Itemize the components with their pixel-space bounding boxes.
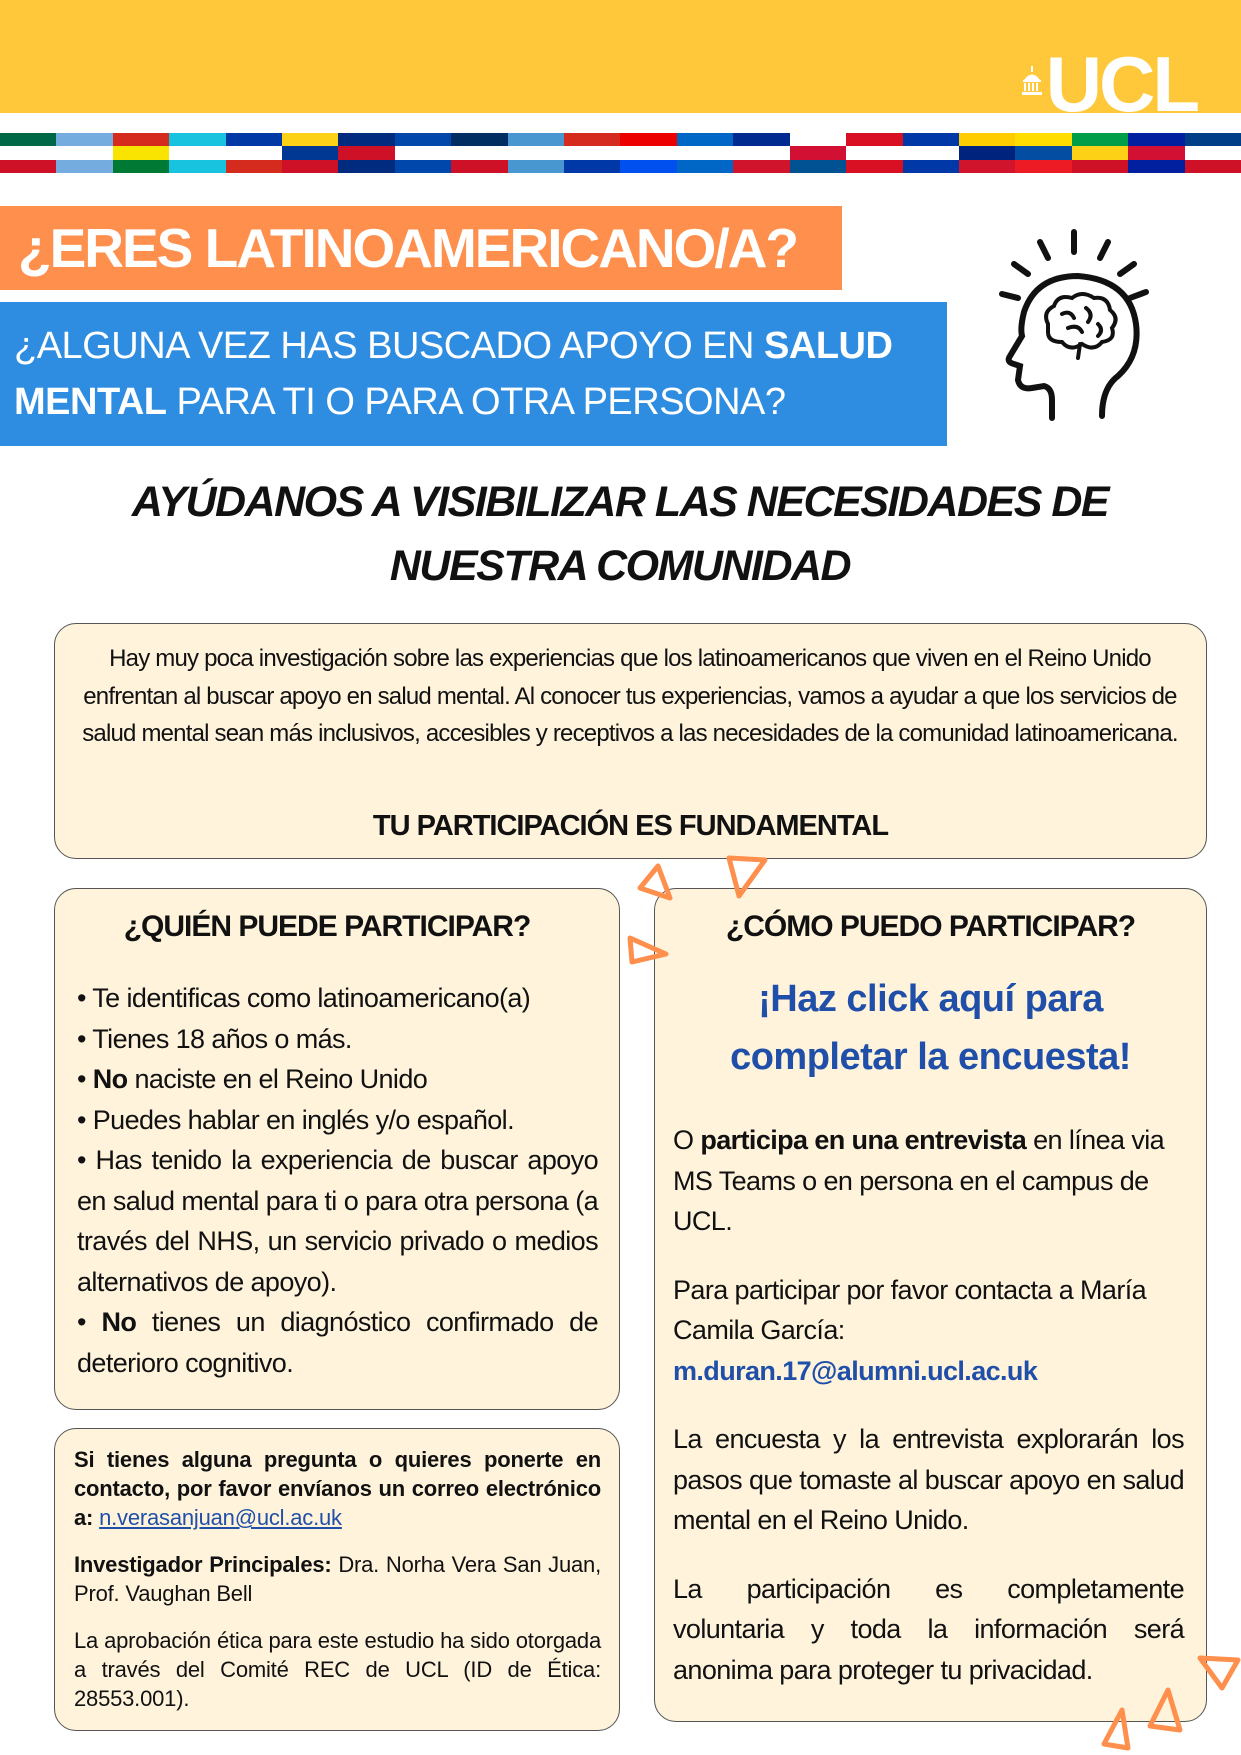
item-text: Has tenido la experiencia de buscar apoyo en salud mental para ti o para otra persona (a través del NHS, un servicio privado o medios alternativos de apoyo). (77, 1145, 598, 1297)
how-to-participate-body (673, 1120, 1184, 1718)
eligibility-item (77, 1140, 598, 1302)
flag-el-salvador (395, 133, 451, 173)
eligibility-item (77, 1059, 598, 1100)
ucl-logo (1022, 40, 1197, 128)
flag-honduras (169, 133, 225, 173)
flag-venezuela (959, 133, 1015, 173)
interview-paragraph (673, 1120, 1184, 1242)
flag-nicaragua (677, 133, 733, 173)
flag-puerto-rico (620, 133, 676, 173)
item-text: Puedes hablar en inglés y/o español. (92, 1104, 514, 1135)
item-text: tienes un diagnóstico confirmado de deterioro cognitivo. (77, 1307, 598, 1378)
bullet: • (77, 983, 93, 1013)
item-text: Te identificas como latinoamericano(a) (92, 983, 531, 1013)
flag-argentina (56, 133, 112, 173)
interview-bold: participa en una entrevista (700, 1125, 1027, 1155)
sub-question (14, 318, 914, 430)
item-text: naciste en el Reino Unido (127, 1064, 428, 1094)
ethics-approval: La aprobación ética para este estudio ha sido otorgada a través del Comité REC de UCL (ID de Ética: 28553.001). (74, 1628, 601, 1711)
contact-info (74, 1445, 601, 1731)
flag-haiti (1128, 133, 1184, 173)
flag-panama (790, 133, 846, 173)
latin-american-flags-strip (0, 133, 1241, 173)
item-text: Tienes 18 años o más. (92, 1023, 352, 1054)
interview-prefix: O (673, 1125, 701, 1155)
bullet: • (77, 1307, 102, 1337)
call-heading-line2: NUESTRA COMUNIDAD (389, 542, 851, 590)
who-can-participate-heading: ¿QUIÉN PUEDE PARTICIPAR? (123, 910, 531, 943)
eligibility-item (77, 1302, 598, 1383)
sub-question-bold: SALUD MENTAL (14, 325, 893, 423)
flag-peru (846, 133, 902, 173)
bullet: • (77, 1023, 93, 1054)
investigators-label: Investigador Principales: (74, 1552, 332, 1577)
ucl-logo-text: UCL (1045, 40, 1197, 128)
eligibility-item (77, 1100, 598, 1141)
flag-guatemala (508, 133, 564, 173)
contact-question (74, 1445, 601, 1532)
eligibility-item (77, 978, 598, 1019)
sub-question-part1: ¿ALGUNA VEZ HAS BUSCADO APOYO EN (14, 325, 765, 367)
flag-costa-rica (338, 133, 394, 173)
eligibility-item (77, 1019, 598, 1060)
decorative-triangles-bottom-icon (1100, 1650, 1241, 1755)
flag-dominican-republic (451, 133, 507, 173)
decorative-triangle-icon (725, 854, 785, 904)
item-bold: No (92, 1064, 128, 1094)
interview-text: en línea via MS Teams o en persona en el campus de UCL. (673, 1125, 1165, 1236)
flag-colombia (282, 133, 338, 173)
contact-question-text: Si tienes alguna pregunta o quieres ponerte en contacto, por favor envíanos un correo electrónico a: (74, 1447, 601, 1530)
call-heading-line1: AYÚDANOS A VISIBILIZAR LAS NECESIDADES DE (131, 478, 1109, 526)
bullet: • (77, 1064, 93, 1094)
flag-chile (226, 133, 282, 173)
flag-uruguay (903, 133, 959, 173)
voluntary-paragraph: La participación es completamente voluntaria y toda la información será anonima para proteger tu privacidad. (673, 1573, 1184, 1685)
flag-paraguay (564, 133, 620, 173)
item-bold: No (101, 1307, 137, 1337)
sub-question-part2: PARA TI O PARA OTRA PERSONA? (166, 381, 786, 423)
main-question: ¿ERES LATINOAMERICANO/A? (18, 217, 798, 279)
contact-maria-paragraph (673, 1270, 1184, 1392)
flag-ecuador (1015, 133, 1071, 173)
decorative-triangles-icon (626, 858, 706, 968)
contact-email-link[interactable]: n.verasanjuan@ucl.ac.uk (99, 1505, 342, 1530)
flag-cuba (733, 133, 789, 173)
survey-link[interactable] (654, 970, 1207, 1086)
ucl-dome-icon (1022, 66, 1042, 96)
flag-mexico (0, 133, 56, 173)
how-to-participate-heading: ¿CÓMO PUEDO PARTICIPAR? (725, 910, 1136, 943)
survey-link-line2[interactable]: completar la encuesta! (730, 1036, 1131, 1078)
participation-heading: TU PARTICIPACIÓN ES FUNDAMENTAL (372, 810, 889, 842)
eligibility-list (77, 978, 598, 1383)
investigators-names: Dra. Norha Vera San Juan, Prof. Vaughan Bell (74, 1552, 601, 1606)
call-to-action-heading (60, 470, 1180, 598)
flag-belize (1185, 133, 1241, 173)
bullet: • (77, 1104, 93, 1135)
maria-email-link[interactable]: m.duran.17@alumni.ucl.ac.uk (673, 1355, 1038, 1386)
flag-guyana (1072, 133, 1128, 173)
survey-link-line1[interactable]: ¡Haz click aquí para (758, 978, 1103, 1020)
flag-bolivia (113, 133, 169, 173)
intro-text: Hay muy poca investigación sobre las experiencias que los latinoamericanos que viven en el Reino Unido enfrentan al buscar apoyo en salud mental. Al conocer tus experiencias, vamos a ayudar a que los servicios de salud mental sean más inclusivos, accesibles y receptivos a las necesidades de la comunidad latinoamericana. (82, 645, 1178, 747)
contact-maria-text: Para participar por favor contacta a María Camila García: (673, 1274, 1147, 1345)
bullet: • (77, 1145, 96, 1175)
brain-head-icon (990, 228, 1170, 428)
investigators (74, 1550, 601, 1608)
explore-paragraph: La encuesta y la entrevista explorarán los pasos que tomaste al buscar apoyo en salud mental en el Reino Unido. (673, 1424, 1184, 1535)
